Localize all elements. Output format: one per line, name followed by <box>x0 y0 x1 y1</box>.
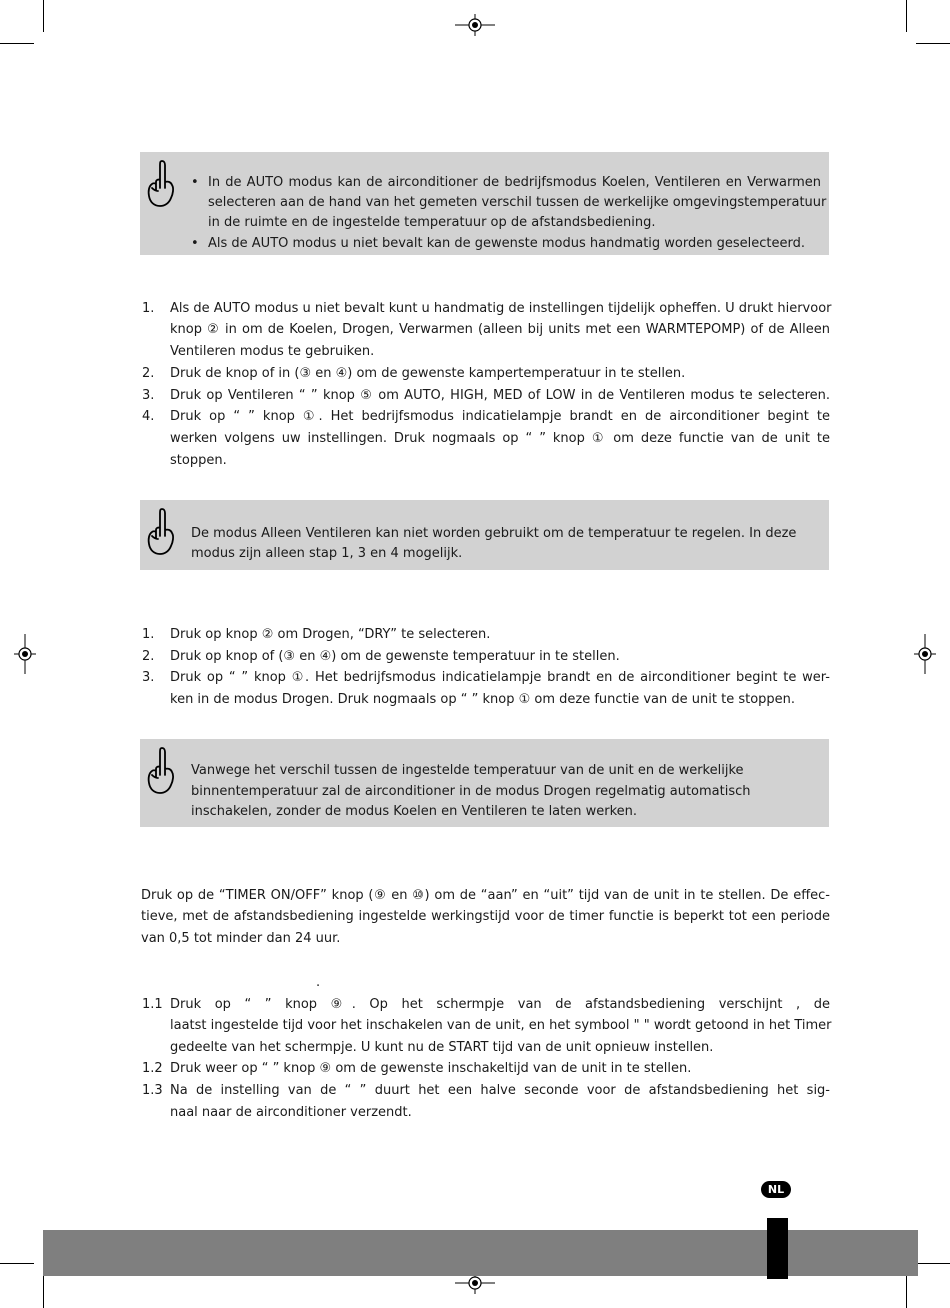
list-number: 2. <box>142 649 155 664</box>
pointing-hand-icon <box>146 745 176 797</box>
list-line: Druk op Ventileren “ ” knop ⑤ om AUTO, HIGH, MED of LOW in de Ventileren modus te selecteren. <box>170 388 830 403</box>
list-number: 4. <box>142 409 155 424</box>
list-line: Ventileren modus te gebruiken. <box>170 344 375 359</box>
list-line: laatst ingestelde tijd voor het inschakelen van de unit, en het symbool " " wordt getoond in het Timer <box>170 1018 832 1033</box>
list-number: 2. <box>142 366 155 381</box>
list-line: knop ② in om de Koelen, Drogen, Verwarmen (alleen bij units met een WARMTEPOMP) of de Alleen <box>170 322 830 337</box>
list-number: 1. <box>142 301 155 316</box>
list-number: 3. <box>142 388 155 403</box>
pointing-hand-icon <box>146 506 176 558</box>
crop-mark <box>906 0 907 32</box>
list-line: Na de instelling van de “ ” duurt het een halve seconde voor de afstandsbediening het sig- <box>170 1083 830 1098</box>
registration-mark-icon <box>14 634 36 674</box>
bullet-dot: • <box>191 236 199 251</box>
crop-mark <box>916 1263 950 1264</box>
list-line: Druk de knop of in (③ en ④) om de gewenste kampertemperatuur in te stellen. <box>170 366 686 381</box>
crop-mark <box>43 0 44 32</box>
list-line: Druk weer op “ ” knop ⑨ om de gewenste inschakeltijd van de unit in te stellen. <box>170 1061 692 1076</box>
list-line: stoppen. <box>170 453 227 468</box>
note-box <box>140 739 829 827</box>
crop-mark <box>916 43 950 44</box>
note-line: selecteren aan de hand van het gemeten verschil tussen de werkelijke omgevingstemperatuur <box>208 195 827 210</box>
list-line: werken volgens uw instellingen. Druk nogmaals op “ ” knop ① om deze functie van de unit te <box>170 431 830 446</box>
list-number: 1.1 <box>142 997 163 1012</box>
note-line: De modus Alleen Ventileren kan niet worden gebruikt om de temperatuur te regelen. In deze <box>191 526 797 541</box>
registration-mark-icon <box>914 634 936 674</box>
list-line: naal naar de airconditioner verzendt. <box>170 1105 412 1120</box>
list-line: Druk op knop of (③ en ④) om de gewenste temperatuur in te stellen. <box>170 649 620 664</box>
list-line: Druk op “ ” knop ①. Het bedrijfsmodus indicatielampje brandt en de airconditioner begint te <box>170 409 830 424</box>
crop-mark <box>906 1276 907 1308</box>
note-line: inschakelen, zonder de modus Koelen en Ventileren te laten werken. <box>191 804 638 819</box>
note-line: In de AUTO modus kan de airconditioner de bedrijfsmodus Koelen, Ventileren en Verwarmen <box>208 175 821 190</box>
note-line: modus zijn alleen stap 1, 3 en 4 mogelijk. <box>191 546 463 561</box>
registration-mark-icon <box>455 14 495 36</box>
note-line: Als de AUTO modus u niet bevalt kan de gewenste modus handmatig worden geselecteerd. <box>208 236 805 251</box>
note-box <box>140 500 829 570</box>
list-line: gedeelte van het schermpje. U kunt nu de START tijd van de unit opnieuw instellen. <box>170 1040 714 1055</box>
note-line: in de ruimte en de ingestelde temperatuur op de afstandsbediening. <box>208 215 656 230</box>
pointing-hand-icon <box>146 158 176 210</box>
page-tab <box>767 1218 788 1279</box>
list-number: 1.2 <box>142 1061 163 1076</box>
list-number: 3. <box>142 670 155 685</box>
list-line: Druk op “ ” knop ①. Het bedrijfsmodus indicatielampje brandt en de airconditioner begint te wer- <box>170 670 830 685</box>
crop-mark <box>43 1276 44 1308</box>
list-number: 1. <box>142 627 155 642</box>
paragraph-line: Druk op de “TIMER ON/OFF” knop (⑨ en ⑩) om de “aan” en “uit” tijd van de unit in te stellen. De effec- <box>141 888 830 903</box>
language-badge: NL <box>761 1181 791 1198</box>
note-line: binnentemperatuur zal de airconditioner in de modus Drogen regelmatig automatisch <box>191 784 751 799</box>
bullet-dot: • <box>191 175 199 190</box>
list-line: ken in de modus Drogen. Druk nogmaals op “ ” knop ① om deze functie van de unit te stoppen. <box>170 692 796 707</box>
list-number: 1.3 <box>142 1083 163 1098</box>
list-line: Druk op knop ② om Drogen, “DRY” te selecteren. <box>170 627 491 642</box>
list-line: Als de AUTO modus u niet bevalt kunt u handmatig de instellingen tijdelijk opheffen. U drukt hiervoor <box>170 301 832 316</box>
note-line: Vanwege het verschil tussen de ingestelde temperatuur van de unit en de werkelijke <box>191 763 744 778</box>
paragraph-line: tieve, met de afstandsbediening ingestelde werkingstijd voor de timer functie is beperkt tot een periode <box>141 909 830 924</box>
list-line: Druk op “ ” knop ⑨. Op het schermpje van de afstandsbediening verschijnt , de <box>170 997 830 1012</box>
stray-dot: . <box>316 975 321 990</box>
paragraph-line: van 0,5 tot minder dan 24 uur. <box>141 931 341 946</box>
note-box <box>140 152 829 255</box>
crop-mark <box>0 43 34 44</box>
crop-mark <box>0 1263 34 1264</box>
